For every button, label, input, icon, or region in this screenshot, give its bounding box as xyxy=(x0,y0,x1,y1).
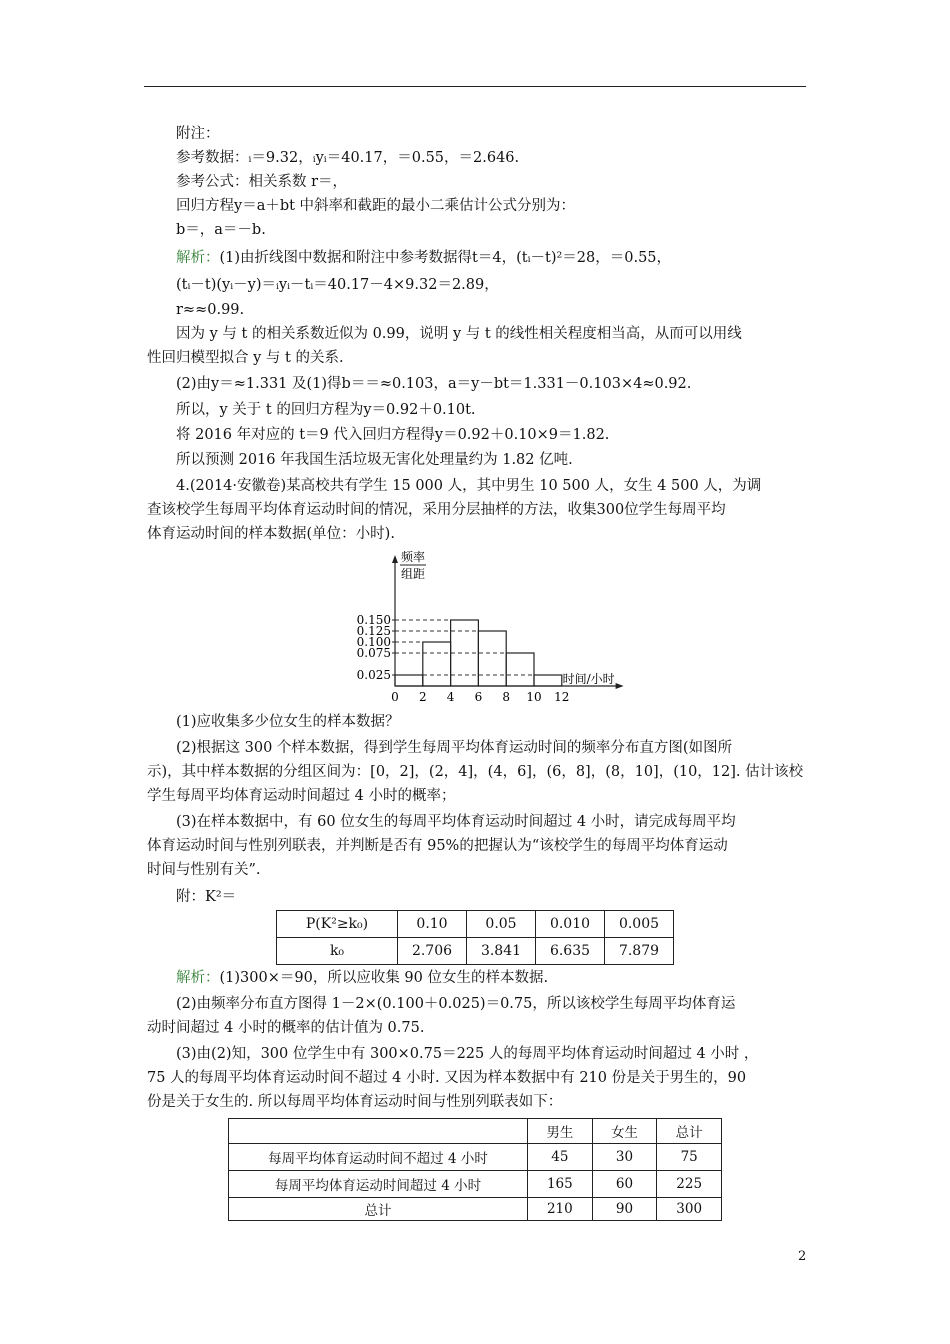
table-cell: 75 xyxy=(657,1144,722,1171)
y-axis-arrow xyxy=(392,555,398,563)
table-cell: 60 xyxy=(592,1171,657,1198)
analysis-line-2: (tᵢ－t)(yᵢ－y)＝ᵢyᵢ－tᵢ＝40.17－4×9.32＝2.89， xyxy=(176,277,499,293)
y-tick-label: 0.100 xyxy=(356,635,391,649)
y-tick-label: 0.025 xyxy=(356,668,391,682)
table-cell: 300 xyxy=(657,1198,722,1221)
table-cell: 总计 xyxy=(229,1198,528,1221)
header-rule xyxy=(144,86,806,87)
problem4-line-2: 查该校学生每周平均体育运动时间的情况，采用分层抽样的方法，收集300位学生每周平均 xyxy=(147,502,726,518)
table-cell: P(K²≥k₀) xyxy=(277,911,398,938)
y-tick-label: 0.150 xyxy=(356,613,391,627)
table-row xyxy=(277,911,674,938)
table-cell: 每周平均体育运动时间超过 4 小时 xyxy=(229,1171,528,1198)
table-row xyxy=(229,1198,722,1221)
y-axis-label-bottom: 组距 xyxy=(401,567,426,581)
analysis-line-8: 将 2016 年对应的 t＝9 代入回归方程得y＝0.92＋0.10×9＝1.82. xyxy=(176,427,610,443)
table-cell: 210 xyxy=(528,1198,593,1221)
analysis-line-4: 因为 y 与 t 的相关系数近似为 0.99，说明 y 与 t 的线性相关程度相当高，从而可以用线 xyxy=(176,326,742,342)
table-cell: 2.706 xyxy=(398,938,467,965)
analysis-line-6: (2)由y＝≈1.331 及(1)得b＝＝≈0.103，a＝y－bt＝1.331－0.103×4≈0.92. xyxy=(176,376,692,392)
question-3-line-1: (3)在样本数据中，有 60 位女生的每周平均体育运动时间超过 4 小时，请完成每周平均 xyxy=(176,814,736,830)
table-cell: 男生 xyxy=(528,1119,593,1144)
question-2-line-3: 学生每周平均体育运动时间超过 4 小时的概率； xyxy=(147,788,456,804)
table-cell: 每周平均体育运动时间不超过 4 小时 xyxy=(229,1144,528,1171)
problem4-line-1: 4.(2014·安徽卷)某高校共有学生 15 000 人，其中男生 10 500 人，女生 4 500 人，为调 xyxy=(176,478,762,494)
table-row xyxy=(229,1119,722,1144)
question-3-line-3: 时间与性别有关”. xyxy=(147,862,261,878)
table-cell xyxy=(229,1119,528,1144)
analysis-line-3: r≈≈0.99. xyxy=(176,302,245,318)
table-cell: 30 xyxy=(592,1144,657,1171)
analysis-line-7: 所以，y 关于 t 的回归方程为y＝0.92＋0.10t. xyxy=(176,402,476,418)
y-tick-label: 0.075 xyxy=(356,646,391,660)
analysis-label: 解析： xyxy=(176,250,220,266)
table-cell: 45 xyxy=(528,1144,593,1171)
solution-line-2: (2)由频率分布直方图得 1－2×(0.100＋0.025)＝0.75，所以该校学生每周平均体育运 xyxy=(176,996,736,1012)
histogram-bar xyxy=(478,631,506,686)
contingency-table xyxy=(228,1118,722,1221)
table-cell: 0.005 xyxy=(605,911,674,938)
x-tick-label: 8 xyxy=(502,690,511,704)
y-axis-label-top: 频率 xyxy=(401,550,426,564)
histogram-bar xyxy=(423,642,451,686)
table-cell: 0.05 xyxy=(467,911,536,938)
table-row xyxy=(229,1144,722,1171)
problem4-line-3: 体育运动时间的样本数据(单位：小时). xyxy=(147,526,395,542)
question-1: (1)应收集多少位女生的样本数据？ xyxy=(176,714,400,730)
x-tick-label: 12 xyxy=(554,690,570,704)
analysis-line-1: 解析：(1)由折线图中数据和附注中参考数据得t＝4，(tᵢ－t)²＝28，＝0.55， xyxy=(176,250,672,266)
appendix-formula: 附：K²＝ xyxy=(176,889,237,905)
solution-line-4: (3)由(2)知，300 位学生中有 300×0.75＝225 人的每周平均体育运动时间超过 4 小时 ， xyxy=(176,1046,759,1062)
histogram-bar xyxy=(534,675,562,686)
table-cell: 6.635 xyxy=(536,938,605,965)
histogram-bar xyxy=(395,675,423,686)
solution-line-5: 75 人的每周平均体育运动时间不超过 4 小时. 又因为样本数据中有 210 份是关于男生的，90 xyxy=(147,1070,747,1086)
solution-line-3: 动时间超过 4 小时的概率的估计值为 0.75. xyxy=(147,1020,425,1036)
solution-line-6: 份是关于女生的. 所以每周平均体育运动时间与性别列联表如下： xyxy=(147,1094,563,1110)
analysis-line-9: 所以预测 2016 年我国生活垃圾无害化处理量约为 1.82 亿吨. xyxy=(176,452,573,468)
table-row xyxy=(277,938,674,965)
analysis-label-2: 解析： xyxy=(176,970,220,986)
x-tick-label: 6 xyxy=(474,690,483,704)
table-cell: k₀ xyxy=(277,938,398,965)
solution-line-1: 解析：(1)300×＝90，所以应收集 90 位女生的样本数据. xyxy=(176,970,549,986)
question-2-line-2: 示)，其中样本数据的分组区间为：[0，2]，(2，4]，(4，6]，(6，8]，(8，10]，(10，12]. 估计该校 xyxy=(147,764,804,780)
x-axis-arrow xyxy=(616,683,624,689)
x-tick-label: 2 xyxy=(418,690,427,704)
question-3-line-2: 体育运动时间与性别列联表，并判断是否有 95%的把握认为“该校学生的每周平均体育运动 xyxy=(147,838,728,854)
table-cell: 0.010 xyxy=(536,911,605,938)
x-axis-label: 时间/小时 xyxy=(562,672,615,686)
x-tick-label: 4 xyxy=(446,690,455,704)
reference-formula: 参考公式：相关系数 r＝， xyxy=(176,174,348,190)
page-number: 2 xyxy=(798,1249,807,1264)
table-cell: 0.10 xyxy=(398,911,467,938)
regression-formula: 回归方程y＝a＋bt 中斜率和截距的最小二乘估计公式分别为： xyxy=(176,198,576,214)
table-cell: 3.841 xyxy=(467,938,536,965)
note-heading: 附注： xyxy=(176,126,220,142)
question-2-line-1: (2)根据这 300 个样本数据，得到学生每周平均体育运动时间的频率分布直方图(如图所 xyxy=(176,740,733,756)
analysis-line-5: 性回归模型拟合 y 与 t 的关系. xyxy=(147,350,344,366)
slope-intercept: b＝，a＝－b. xyxy=(176,222,266,238)
table-cell: 165 xyxy=(528,1171,593,1198)
x-tick-label: 0 xyxy=(391,690,399,704)
histogram-chart xyxy=(345,548,635,710)
k2-critical-table xyxy=(276,910,674,965)
reference-data: 参考数据：ᵢ＝9.32，ᵢyᵢ＝40.17，＝0.55，＝2.646. xyxy=(176,150,520,166)
histogram-bar xyxy=(506,653,534,686)
table-cell: 7.879 xyxy=(605,938,674,965)
table-cell: 90 xyxy=(592,1198,657,1221)
table-cell: 总计 xyxy=(657,1119,722,1144)
y-tick-label: 0.125 xyxy=(356,624,391,638)
table-row xyxy=(229,1171,722,1198)
table-cell: 女生 xyxy=(592,1119,657,1144)
x-tick-label: 10 xyxy=(526,690,542,704)
table-cell: 225 xyxy=(657,1171,722,1198)
